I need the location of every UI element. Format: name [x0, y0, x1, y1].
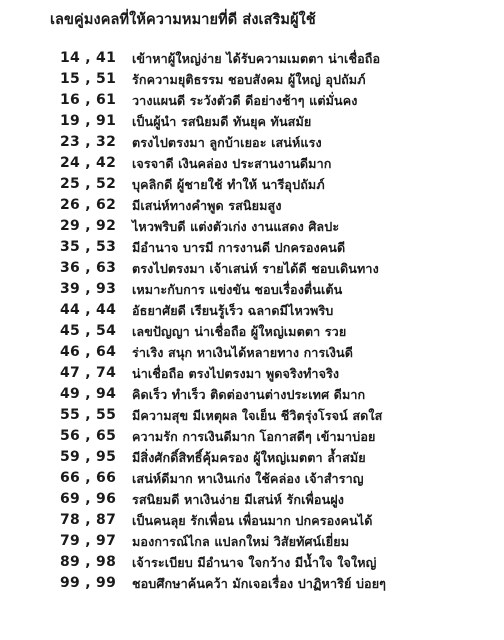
pair-meaning: มีความสุข มีเหตุผล ใจเย็น ชีวิตรุ่งโรจน์ สดใส	[132, 408, 383, 423]
number-pair: 24 , 42	[60, 155, 117, 171]
list-item	[60, 279, 500, 300]
pair-meaning: อัธยาศัยดี เรียนรู้เร็ว ฉลาดมีไหวพริบ	[132, 303, 334, 318]
list-item	[60, 342, 500, 363]
pair-meaning: ร่าเริง สนุก หาเงินได้หลายทาง การเงินดี	[132, 345, 353, 360]
list-item	[60, 447, 500, 468]
number-pair: 45 , 54	[60, 323, 117, 339]
number-pair: 23 , 32	[60, 134, 117, 150]
list-item	[60, 258, 500, 279]
pair-meaning: เหมาะกับการ แข่งขัน ชอบเรื่องตื่นเต้น	[132, 282, 343, 297]
page-title: เลขคู่มงคลที่ให้ความหมายที่ดี ส่งเสริมผู้ใช้	[50, 12, 316, 28]
list-item	[60, 216, 500, 237]
list-item	[60, 510, 500, 531]
list-item	[60, 48, 500, 69]
number-pair: 19 , 91	[60, 113, 117, 129]
pair-meaning: มีอำนาจ บารมี การงานดี ปกครองคนดี	[132, 240, 346, 255]
pair-meaning: เสน่ห์ดีมาก หาเงินเก่ง ใช้คล่อง เจ้าสำราญ	[132, 471, 364, 486]
pair-meaning: ชอบศึกษาค้นคว้า มักเจอเรื่อง ปาฏิหาริย์ บ่อยๆ	[132, 576, 387, 591]
list-item	[60, 90, 500, 111]
list-item	[60, 573, 500, 594]
list-item	[60, 405, 500, 426]
list-item	[60, 174, 500, 195]
number-pair: 79 , 97	[60, 533, 117, 549]
pair-meaning: มีสิ่งศักดิ์สิทธิ์คุ้มครอง ผู้ใหญ่เมตตา ล้ำสมัย	[132, 450, 366, 465]
pair-meaning: วางแผนดี ระวังตัวดี ดีอย่างช้าๆ แต่มั่นคง	[132, 93, 358, 108]
number-pair: 69 , 96	[60, 491, 117, 507]
number-pair: 55 , 55	[60, 407, 117, 423]
number-pair-list	[60, 48, 500, 594]
number-pair: 78 , 87	[60, 512, 117, 528]
number-pair: 66 , 66	[60, 470, 117, 486]
list-item	[60, 132, 500, 153]
list-item	[60, 489, 500, 510]
number-pair: 99 , 99	[60, 575, 117, 591]
pair-meaning: รักความยุติธรรม ชอบสังคม ผู้ใหญ่ อุปถัมภ์	[132, 72, 366, 87]
list-item	[60, 69, 500, 90]
list-item	[60, 552, 500, 573]
list-item	[60, 363, 500, 384]
list-item	[60, 426, 500, 447]
pair-meaning: เจรจาดี เงินคล่อง ประสานงานดีมาก	[132, 156, 332, 171]
number-pair: 35 , 53	[60, 239, 117, 255]
list-item	[60, 300, 500, 321]
pair-meaning: ไหวพริบดี แต่งตัวเก่ง งานแสดง ศิลปะ	[132, 219, 340, 234]
list-item	[60, 195, 500, 216]
pair-meaning: ตรงไปตรงมา เจ้าเสน่ห์ รายได้ดี ชอบเดินทาง	[132, 261, 379, 276]
number-pair: 47 , 74	[60, 365, 117, 381]
number-pair: 36 , 63	[60, 260, 117, 276]
pair-meaning: เข้าหาผู้ใหญ่ง่าย ได้รับความเมตตา น่าเชื่อถือ	[132, 51, 381, 66]
pair-meaning: เป็นผู้นำ รสนิยมดี ทันยุค ทันสมัย	[132, 114, 312, 129]
number-pair: 46 , 64	[60, 344, 117, 360]
pair-meaning: มองการณ์ไกล แปลกใหม่ วิสัยทัศน์เยี่ยม	[132, 534, 350, 549]
pair-meaning: เจ้าระเบียบ มีอำนาจ ใจกว้าง มีน้ำใจ ใจใหญ่	[132, 555, 377, 570]
number-pair: 89 , 98	[60, 554, 117, 570]
pair-meaning: ความรัก การเงินดีมาก โอกาสดีๆ เข้ามาบ่อย	[132, 429, 376, 444]
number-pair: 16 , 61	[60, 92, 117, 108]
number-pair: 25 , 52	[60, 176, 117, 192]
number-pair: 15 , 51	[60, 71, 117, 87]
pair-meaning: เป็นคนลุย รักเพื่อน เพื่อนมาก ปกครองคนได้	[132, 513, 373, 528]
number-pair: 56 , 65	[60, 428, 117, 444]
pair-meaning: ตรงไปตรงมา ลูกบ้าเยอะ เสน่ห์แรง	[132, 135, 322, 150]
number-pair: 39 , 93	[60, 281, 117, 297]
list-item	[60, 531, 500, 552]
list-item	[60, 153, 500, 174]
number-pair: 14 , 41	[60, 50, 117, 66]
pair-meaning: เลขปัญญา น่าเชื่อถือ ผู้ใหญ่เมตตา รวย	[132, 324, 347, 339]
list-item	[60, 237, 500, 258]
list-item	[60, 384, 500, 405]
number-pair: 26 , 62	[60, 197, 117, 213]
pair-meaning: รสนิยมดี หาเงินง่าย มีเสน่ห์ รักเพื่อนฝูง	[132, 492, 345, 507]
pair-meaning: น่าเชื่อถือ ตรงไปตรงมา พูดจริงทำจริง	[132, 366, 340, 381]
pair-meaning: คิดเร็ว ทำเร็ว ติดต่องานต่างประเทศ ดีมาก	[132, 387, 366, 402]
number-pair: 44 , 44	[60, 302, 117, 318]
list-item	[60, 111, 500, 132]
number-pair: 59 , 95	[60, 449, 117, 465]
number-pair: 29 , 92	[60, 218, 117, 234]
list-item	[60, 468, 500, 489]
list-item	[60, 321, 500, 342]
pair-meaning: บุคลิกดี ผู้ชายใช้ ทำให้ นารีอุปถัมภ์	[132, 177, 325, 192]
pair-meaning: มีเสน่ห์ทางคำพูด รสนิยมสูง	[132, 198, 282, 213]
number-pair: 49 , 94	[60, 386, 117, 402]
